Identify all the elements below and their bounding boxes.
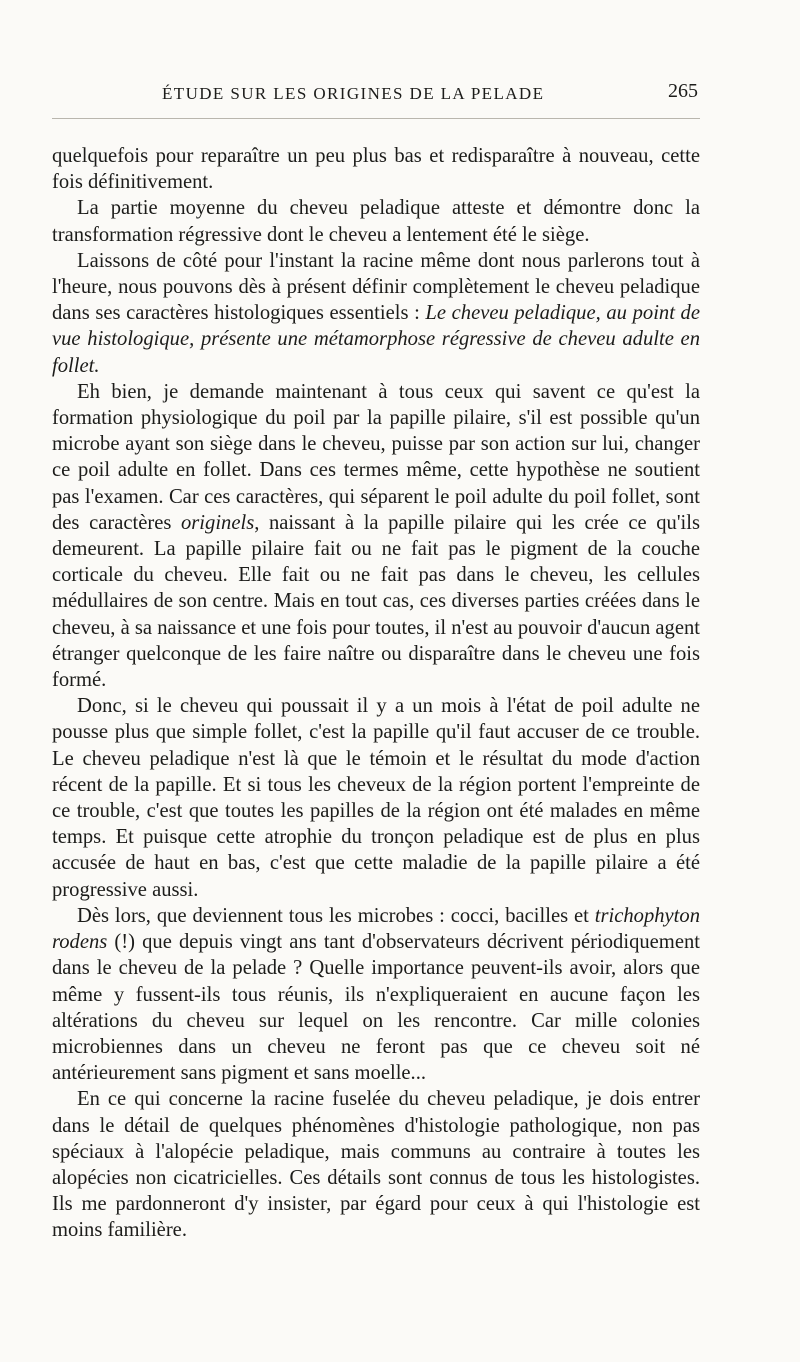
- paragraph-4: [52, 379, 700, 693]
- paragraph-1-text: quelquefois pour reparaître un peu plus bas et redisparaître à nouveau, cette fois définitivement.: [52, 145, 700, 194]
- paragraph-6: [52, 903, 700, 1086]
- paragraph-3-text: Laissons de côté pour l'instant la racine même dont nous parlerons tout à l'heure, nous pouvons dès à présent définir complètement le cheveu peladique dans ses caractères histologiques essentiels :: [52, 249, 700, 325]
- paragraph-3-italic: Le cheveu peladique, au point de vue histologique, présente une métamorphose régressive de cheveu adulte en follet.: [52, 302, 700, 377]
- paragraph-4-italic: originels: [180, 511, 255, 534]
- header-rule: [52, 118, 700, 119]
- running-head: [52, 80, 700, 110]
- paragraph-2-text: La partie moyenne du cheveu peladique atteste et démontre donc la transformation régressive dont le cheveu a lentement été le siège.: [52, 197, 700, 246]
- paragraph-2: [52, 195, 700, 247]
- running-title: ÉTUDE SUR LES ORIGINES DE LA PELADE: [162, 84, 545, 103]
- paragraph-6-italic: trichophyton rodens: [52, 904, 700, 954]
- paragraph-4-text-a: Eh bien, je demande maintenant à tous ceux qui savent ce qu'est la formation physiologique du poil par la papille pilaire, s'il est possible qu'un microbe ayant son siège dans le cheveu, puisse par son action sur lui, changer ce poil adulte en follet. Dans ces termes même, cette hypothèse ne soutient pas l'examen. Car ces caractères, qui séparent le poil adulte du poil follet, sont des caractères: [52, 380, 700, 534]
- paragraph-1: [52, 143, 700, 195]
- paragraph-5: [52, 693, 700, 903]
- body-text: [52, 143, 700, 1244]
- page-number: 265: [668, 80, 698, 102]
- paragraph-4-text-b: , naissant à la papille pilaire qui les crée ce qu'ils demeurent. La papille pilaire fait ou ne fait pas le pigment de la couche corticale du cheveu. Elle fait ou ne fait pas dans le cheveu, les cellules médullaires de son centre. Mais en tout cas, ces diverses parties créées dans le cheveu, à sa naissance et une fois pour toutes, il n'est au pouvoir d'aucun agent étranger quelconque de les faire naître ou disparaître dans le cheveu une fois formé.: [52, 511, 701, 692]
- paragraph-7-text: En ce qui concerne la racine fuselée du cheveu peladique, je dois entrer dans le détail de quelques phénomènes d'histologie pathologique, non pas spéciaux à l'alopécie peladique, mais communs au contraire à toutes les alopécies non cicatricielles. Ces détails sont connus de tous les histologistes. Ils me pardonneront d'y insister, par égard pour ceux à qui l'histologie est moins familière.: [52, 1088, 700, 1242]
- paragraph-3: [52, 248, 700, 379]
- paragraph-5-text: Donc, si le cheveu qui poussait il y a un mois à l'état de poil adulte ne pousse plus que simple follet, c'est la papille qu'il faut accuser de ce trouble. Le cheveu peladique n'est là que le témoin et le résultat du mode d'action récent de la papille. Et si tous les cheveux de la région portent l'empreinte de ce trouble, c'est que toutes les papilles de la région ont été malades en même temps. Et puisque cette atrophie du tronçon peladique est de plus en plus accusée de haut en bas, c'est que cette maladie de la papille pilaire a été progressive aussi.: [52, 695, 700, 901]
- paragraph-7: [52, 1086, 700, 1243]
- paragraph-6-text-b: (!) que depuis vingt ans tant d'observateurs décrivent périodiquement dans le cheveu de la pelade ? Quelle importance peuvent-ils avoir, alors que même y fussent-ils tous réunis, ils n'expliqueraient en aucune façon les altérations du cheveu sur lequel on les rencontre. Car mille colonies microbiennes dans un cheveu ne feront pas que ce cheveu soit né antérieurement sans pigment et sans moelle...: [52, 931, 700, 1085]
- paragraph-6-text-a: Dès lors, que deviennent tous les microbes : cocci, bacilles et: [77, 904, 595, 927]
